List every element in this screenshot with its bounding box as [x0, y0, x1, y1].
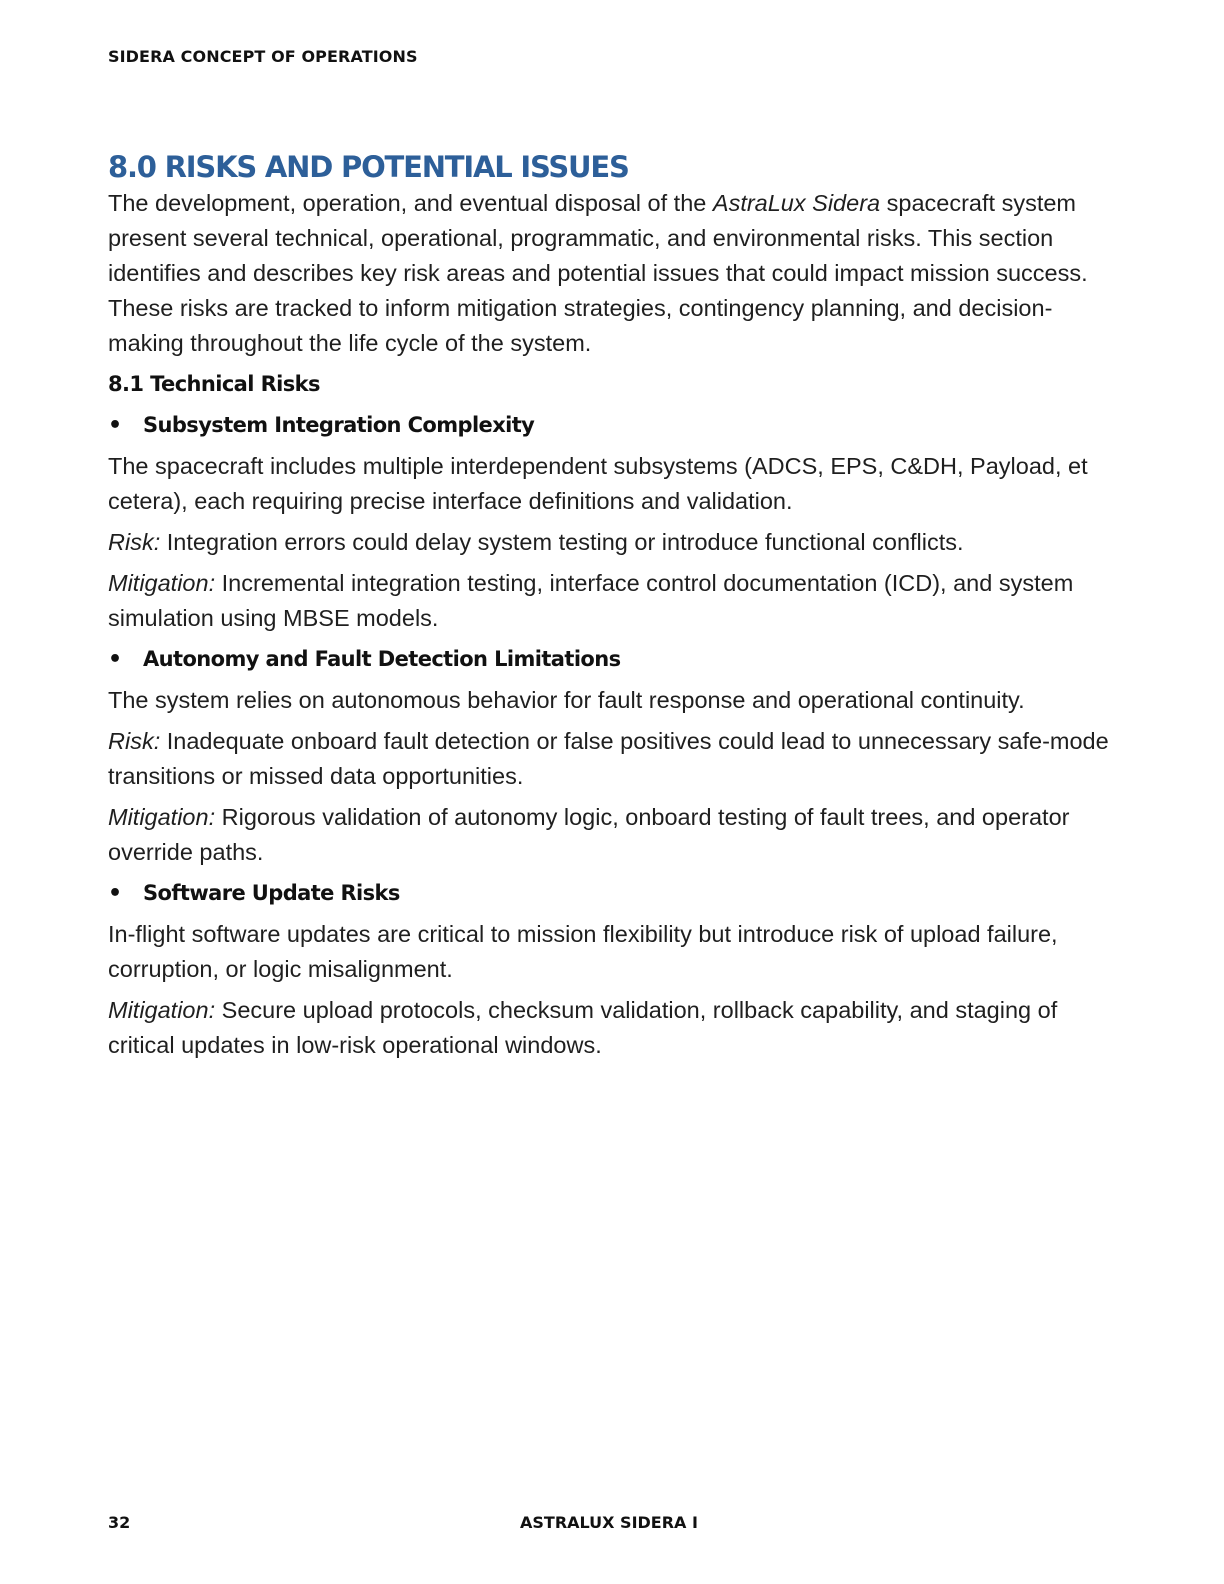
footer-document-title: ASTRALUX SIDERA I — [520, 1513, 698, 1532]
risk-heading-text: Autonomy and Fault Detection Limitations — [143, 647, 621, 671]
risk-description: In-flight software updates are critical to mission flexibility but introduce risk of upload failure, corruption, or logic misalignment. — [108, 921, 1058, 982]
risk-statement — [108, 525, 1118, 560]
risk-heading — [108, 408, 1118, 443]
mitigation-statement — [108, 566, 1118, 636]
risk-text: Integration errors could delay system testing or introduce functional conflicts. — [160, 529, 964, 555]
page-content — [108, 148, 1118, 1069]
risk-description: The system relies on autonomous behavior for fault response and operational continuity. — [108, 687, 1025, 713]
mitigation-label: Mitigation: — [108, 997, 216, 1023]
mitigation-statement — [108, 800, 1118, 870]
mitigation-text: Incremental integration testing, interface control documentation (ICD), and system simulation using MBSE models. — [108, 570, 1074, 631]
risk-heading — [108, 642, 1118, 677]
bullet-icon: • — [108, 881, 122, 906]
section-title: 8.0 RISKS AND POTENTIAL ISSUES — [108, 150, 629, 184]
bullet-icon: • — [108, 647, 122, 672]
risk-heading-text: Software Update Risks — [143, 881, 400, 905]
bullet-icon: • — [108, 413, 122, 438]
risk-statement — [108, 724, 1118, 794]
mitigation-text: Secure upload protocols, checksum validation, rollback capability, and staging of critical updates in low-risk operational windows. — [108, 997, 1058, 1058]
footer-page-number: 32 — [108, 1513, 131, 1532]
mitigation-text: Rigorous validation of autonomy logic, onboard testing of fault trees, and operator override paths. — [108, 804, 1070, 865]
intro-spacecraft-name: AstraLux Sidera — [712, 190, 881, 216]
intro-paragraph — [108, 186, 1118, 361]
intro-text-start: The development, operation, and eventual disposal of the — [108, 190, 713, 216]
risk-heading — [108, 876, 1118, 911]
risk-heading-text: Subsystem Integration Complexity — [143, 413, 535, 437]
mitigation-label: Mitigation: — [108, 804, 216, 830]
running-header: SIDERA CONCEPT OF OPERATIONS — [108, 47, 418, 66]
intro-text-end: spacecraft system present several technical, operational, programmatic, and environmental risks. This section identifies and describes key risk areas and potential issues that could impact mission success. These risks are tracked to inform mitigation strategies, contingency planning, and decision-making throughout the life cycle of the system. — [108, 190, 1088, 356]
risk-label: Risk: — [108, 529, 161, 555]
mitigation-statement — [108, 993, 1118, 1063]
subsection-title: 8.1 Technical Risks — [108, 372, 320, 396]
risk-label: Risk: — [108, 728, 161, 754]
risk-description: The spacecraft includes multiple interdependent subsystems (ADCS, EPS, C&DH, Payload, et cetera), each requiring precise interface definitions and validation. — [108, 453, 1088, 514]
mitigation-label: Mitigation: — [108, 570, 216, 596]
risk-text: Inadequate onboard fault detection or false positives could lead to unnecessary safe-mode transitions or missed data opportunities. — [108, 728, 1109, 789]
